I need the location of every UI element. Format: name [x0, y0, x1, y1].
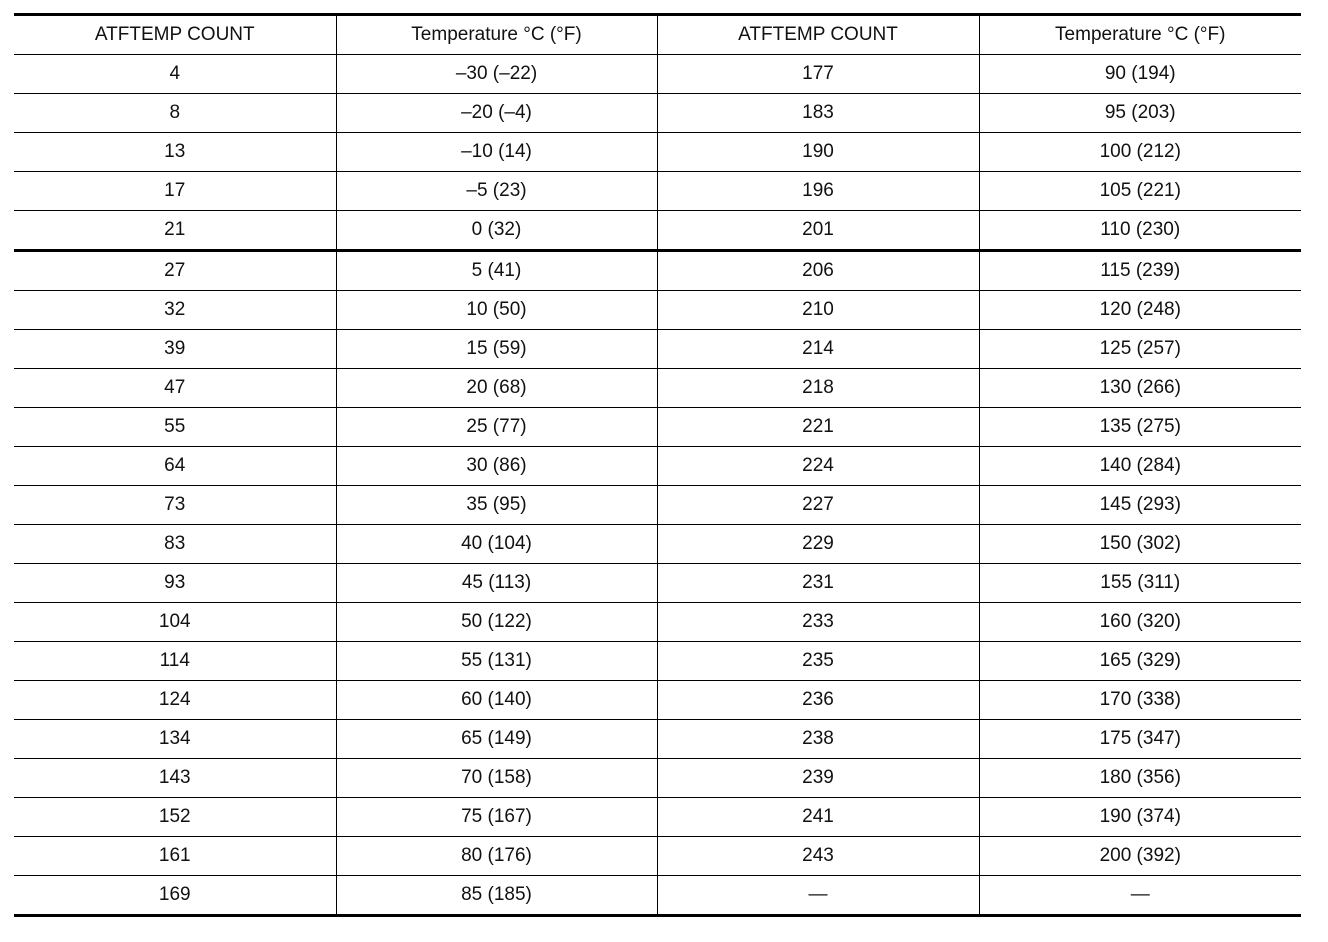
temperature-cell: 40 (104): [336, 525, 657, 564]
table-row: [14, 564, 1301, 603]
temperature-cell: 165 (329): [979, 642, 1301, 681]
temperature-cell: 15 (59): [336, 330, 657, 369]
table-row: [14, 330, 1301, 369]
atftemp-count-table: [14, 13, 1301, 917]
atftemp-count-cell: 93: [14, 564, 336, 603]
table-row: [14, 486, 1301, 525]
atftemp-count-cell: 21: [14, 211, 336, 251]
atftemp-count-cell: 4: [14, 55, 336, 94]
atftemp-count-cell: —: [657, 876, 979, 916]
table-row: [14, 94, 1301, 133]
table-row: [14, 525, 1301, 564]
table-row: [14, 291, 1301, 330]
atftemp-count-cell: 224: [657, 447, 979, 486]
table-row: [14, 251, 1301, 291]
atftemp-count-cell: 196: [657, 172, 979, 211]
temperature-cell: 150 (302): [979, 525, 1301, 564]
table-header-row: [14, 15, 1301, 55]
atftemp-count-cell: 218: [657, 369, 979, 408]
atftemp-count-cell: 183: [657, 94, 979, 133]
table-row: [14, 720, 1301, 759]
table-row: [14, 642, 1301, 681]
temperature-cell: 170 (338): [979, 681, 1301, 720]
table-row: [14, 447, 1301, 486]
atftemp-count-cell: 190: [657, 133, 979, 172]
temperature-cell: 55 (131): [336, 642, 657, 681]
temperature-cell: —: [979, 876, 1301, 916]
temperature-cell: 10 (50): [336, 291, 657, 330]
table-row: [14, 759, 1301, 798]
temperature-cell: 125 (257): [979, 330, 1301, 369]
temperature-cell: 140 (284): [979, 447, 1301, 486]
temperature-cell: 30 (86): [336, 447, 657, 486]
atftemp-count-cell: 134: [14, 720, 336, 759]
table-row: [14, 837, 1301, 876]
temperature-cell: 115 (239): [979, 251, 1301, 291]
table-row: [14, 133, 1301, 172]
temperature-cell: 85 (185): [336, 876, 657, 916]
atftemp-count-cell: 73: [14, 486, 336, 525]
temperature-cell: 25 (77): [336, 408, 657, 447]
temperature-cell: 155 (311): [979, 564, 1301, 603]
temperature-cell: 90 (194): [979, 55, 1301, 94]
temperature-cell: 160 (320): [979, 603, 1301, 642]
atftemp-count-cell: 177: [657, 55, 979, 94]
temperature-cell: 130 (266): [979, 369, 1301, 408]
temperature-cell: 70 (158): [336, 759, 657, 798]
temperature-cell: 200 (392): [979, 837, 1301, 876]
temperature-cell: 5 (41): [336, 251, 657, 291]
temperature-cell: 80 (176): [336, 837, 657, 876]
temperature-cell: 35 (95): [336, 486, 657, 525]
atftemp-count-cell: 161: [14, 837, 336, 876]
atftemp-count-cell: 64: [14, 447, 336, 486]
atftemp-count-cell: 238: [657, 720, 979, 759]
table-row: [14, 681, 1301, 720]
atftemp-count-cell: 169: [158, 884, 191, 905]
temperature-cell: 95 (203): [979, 94, 1301, 133]
temperature-cell: 65 (149): [336, 720, 657, 759]
temperature-cell: 100 (212): [979, 133, 1301, 172]
header-temperature-right: Temperature °C (°F): [979, 15, 1301, 55]
atftemp-count-cell: 229: [657, 525, 979, 564]
atftemp-count-cell: 114: [14, 642, 336, 681]
atftemp-count-cell: 32: [14, 291, 336, 330]
atftemp-count-cell: 17: [14, 172, 336, 211]
temperature-cell: 20 (68): [336, 369, 657, 408]
atftemp-count-cell: 241: [657, 798, 979, 837]
header-atftemp-count-right: ATFTEMP COUNT: [657, 15, 979, 55]
atftemp-count-cell: 231: [657, 564, 979, 603]
atftemp-count-cell: 83: [14, 525, 336, 564]
temperature-cell: 110 (230): [979, 211, 1301, 251]
atftemp-count-cell: 8: [14, 94, 336, 133]
temperature-cell: –10 (14): [336, 133, 657, 172]
temperature-cell: 180 (356): [979, 759, 1301, 798]
temperature-cell: 175 (347): [979, 720, 1301, 759]
temperature-cell: 45 (113): [336, 564, 657, 603]
header-atftemp-count-left: ATFTEMP COUNT: [14, 15, 336, 55]
table-body: [14, 55, 1301, 916]
atftemp-count-cell: 235: [657, 642, 979, 681]
table-row: [14, 876, 1301, 916]
atftemp-count-cell: 124: [14, 681, 336, 720]
temperature-cell: 135 (275): [979, 408, 1301, 447]
atftemp-count-cell: 201: [657, 211, 979, 251]
table-row: [14, 55, 1301, 94]
temperature-cell: 60 (140): [336, 681, 657, 720]
atftemp-count-cell: 55: [14, 408, 336, 447]
atftemp-count-cell: 233: [657, 603, 979, 642]
table-row: [14, 369, 1301, 408]
atftemp-count-cell: 210: [657, 291, 979, 330]
header-temperature-left: Temperature °C (°F): [336, 15, 657, 55]
temperature-cell: 75 (167): [336, 798, 657, 837]
temperature-cell: 145 (293): [979, 486, 1301, 525]
atftemp-count-cell: 239: [657, 759, 979, 798]
atftemp-count-cell: 13: [14, 133, 336, 172]
atftemp-count-cell: 243: [657, 837, 979, 876]
temperature-cell: –30 (–22): [336, 55, 657, 94]
table-row: [14, 172, 1301, 211]
atftemp-count-cell: 214: [657, 330, 979, 369]
temperature-cell: 0 (32): [336, 211, 657, 251]
atftemp-count-cell: 39: [14, 330, 336, 369]
atftemp-count-cell: 236: [657, 681, 979, 720]
table-row: [14, 798, 1301, 837]
atftemp-count-cell: 227: [657, 486, 979, 525]
temperature-cell: 190 (374): [979, 798, 1301, 837]
temperature-cell: –20 (–4): [336, 94, 657, 133]
atftemp-count-cell: 104: [14, 603, 336, 642]
atftemp-count-cell: 143: [14, 759, 336, 798]
atftemp-count-cell: 152: [14, 798, 336, 837]
table-row: [14, 603, 1301, 642]
temperature-cell: 120 (248): [979, 291, 1301, 330]
atftemp-count-cell: 206: [657, 251, 979, 291]
temperature-cell: 50 (122): [336, 603, 657, 642]
temperature-cell: 105 (221): [979, 172, 1301, 211]
table-row: [14, 211, 1301, 251]
table-row: [14, 408, 1301, 447]
atftemp-count-cell: 47: [14, 369, 336, 408]
temperature-cell: –5 (23): [336, 172, 657, 211]
atftemp-count-cell: 27: [14, 251, 336, 291]
atftemp-count-cell: 221: [657, 408, 979, 447]
